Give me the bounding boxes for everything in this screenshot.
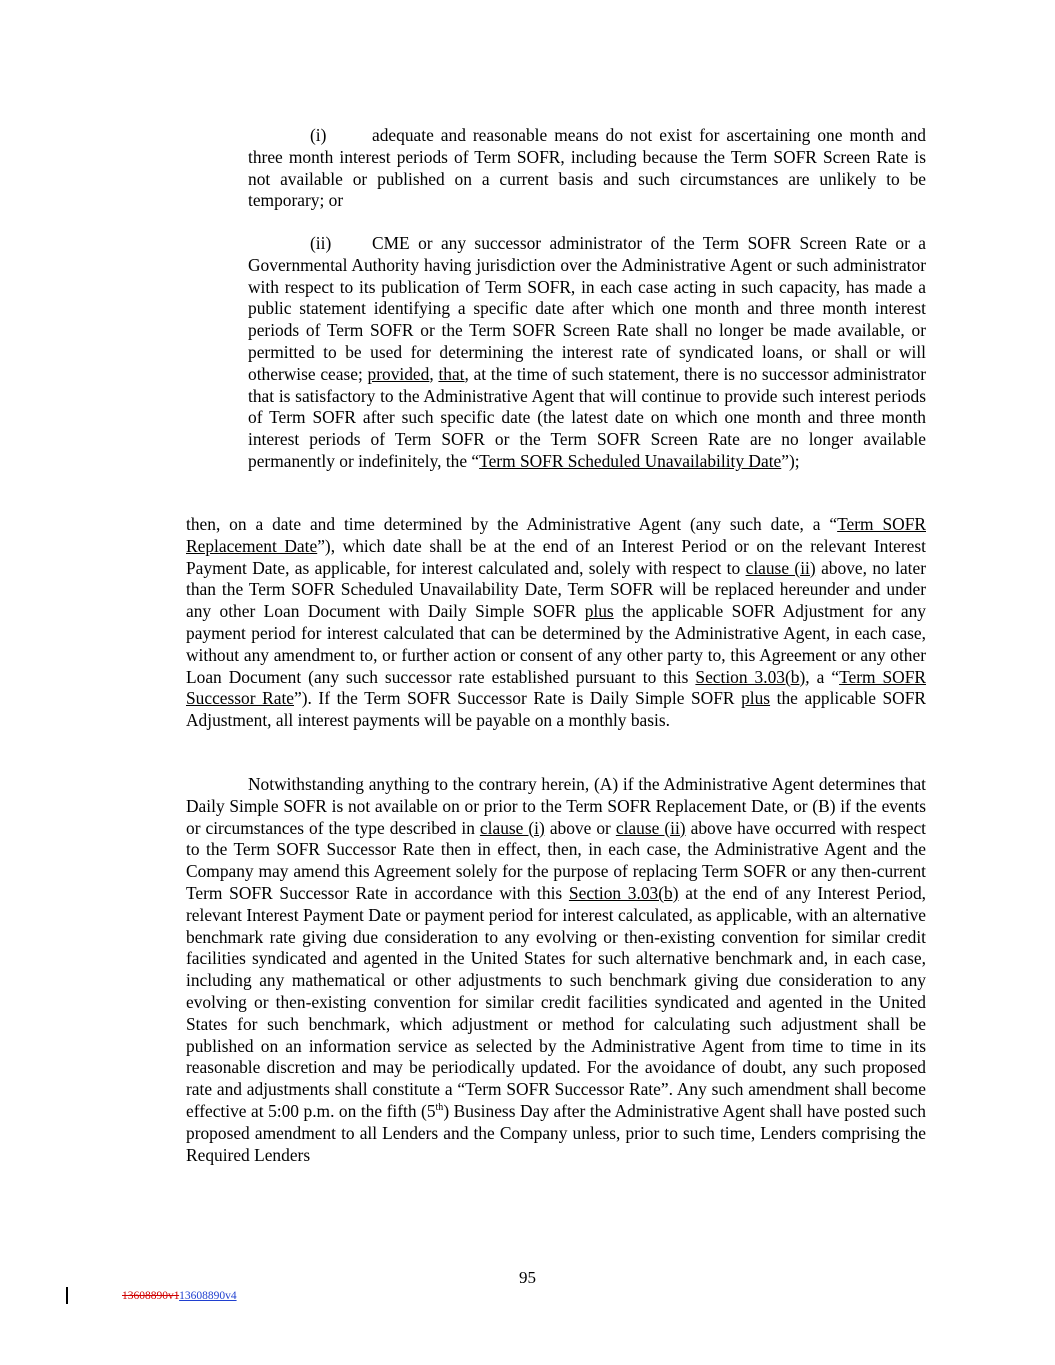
then-text-5: , a “ xyxy=(805,666,840,687)
clause-ii-marker: (ii) xyxy=(310,233,332,253)
page-number: 95 xyxy=(519,1268,536,1287)
revision-change-bar xyxy=(66,1287,68,1304)
ordinal-superscript: th xyxy=(435,1102,444,1114)
notwithstanding-paragraph xyxy=(186,774,926,1166)
clause-ii-reference: clause (ii) xyxy=(745,557,816,578)
clause-ii-text-2: , at the time of such statement, there is no successor administrator that is satisfactory to the Administrative Agent that will continue to provide such interest periods of Term SOFR after such specific date (the latest date on which one month and three month interest periods of Term SOFR or the Term SOFR Screen Rate are no longer available permanently or indefinitely, the “ xyxy=(248,363,926,471)
then-text-1: then, on a date and time determined by the Administrative Agent (any such date, a “ xyxy=(186,514,838,534)
plus-term: plus xyxy=(584,601,614,622)
document-id xyxy=(122,1290,237,1302)
clause-ii-text-1: CME or any successor administrator of the Term SOFR Screen Rate or a Governmental Authority having jurisdiction over the Administrative Agent or such administrator with respect to its publication of Term SOFR, in each case acting in such capacity, has made a public statement identifying a specific date after which one month and three month interest periods of Term SOFR or the Term SOFR Screen Rate shall no longer be made available, or permitted to be used for determining the interest rate of syndicated loans, or shall or will otherwise cease; xyxy=(248,233,926,384)
scheduled-unavailability-date-term: Term SOFR Scheduled Unavailability Date xyxy=(479,450,782,471)
successor-rate-term: Term SOFR Successor Rate xyxy=(186,666,927,709)
clause-i-reference: clause (i) xyxy=(479,817,545,838)
clause-ii-separator: , xyxy=(429,363,439,384)
then-text-4: the applicable SOFR Adjustment for any payment period for interest calculated that can be determined by the Administrative Agent, in each case, without any amendment to, or further action or consent of any other party to, this Agreement or any other Loan Document (any such successor rate established pursuant to this xyxy=(186,601,926,687)
replacement-date-term: Term SOFR Replacement Date xyxy=(186,514,926,556)
document-id-deleted: 13608890v1 xyxy=(122,1290,180,1302)
notwithstanding-text-5: ) Business Day after the Administrative Agent shall have posted such proposed amendment to all Lenders and the Company unless, prior to such time, Lenders comprising the Required Lenders xyxy=(186,1100,926,1165)
then-text-3: above, no later than the Term SOFR Scheduled Unavailability Date, Term SOFR will be replaced hereunder and under any other Loan Document with Daily Simple SOFR xyxy=(186,557,926,622)
then-text-6: ”). If the Term SOFR Successor Rate is Daily Simple SOFR xyxy=(294,688,742,709)
notwithstanding-text-4: at the end of any Interest Period, relevant Interest Payment Date or payment period for interest calculated, as applicable, with an alternative benchmark rate giving due consideration to any evolving or then-existing convention for similar credit facilities syndicated and agented in the United States for such alternative benchmark and, in each case, including any mathematical or other adjustments to such benchmark giving due consideration to any evolving or then-existing convention for similar credit facilities syndicated and agented in the United States for such benchmark, which adjustment or method for calculating such adjustment shall be published on an information service as selected by the Administrative Agent from time to time in its reasonable discretion and may be periodically updated. For the avoidance of doubt, any such proposed rate and adjustments shall constitute a “Term SOFR Successor Rate”. Any such amendment shall become effective at 5:00 p.m. on the fifth (5 xyxy=(186,882,926,1121)
clause-i-marker: (i) xyxy=(310,125,327,145)
plus-term: plus xyxy=(741,688,771,709)
clause-ii-text-3: ”); xyxy=(781,450,800,471)
notwithstanding-text-2: above or xyxy=(544,817,616,838)
notwithstanding-text-3: above have occurred with respect to the Term SOFR Successor Rate then in effect, then, in each case, the Administrative Agent and the Company may amend this Agreement solely for the purpose of replacing Term SOFR or any then-current Term SOFR Successor Rate in accordance with this xyxy=(186,817,927,903)
section-reference: Section 3.03(b) xyxy=(695,666,806,687)
notwithstanding-text-1: Notwithstanding anything to the contrary herein, (A) if the Administrative Agent determines that Daily Simple SOFR is not available on or prior to the Term SOFR Replacement Date, or (B) if the events or circumstances of the type described in xyxy=(186,774,926,838)
clause-i-text: adequate and reasonable means do not exist for ascertaining one month and three month interest periods of Term SOFR, including because the Term SOFR Screen Rate is not available or published on a current basis and such circumstances are unlikely to be temporary; or xyxy=(248,125,926,211)
document-id-inserted: 13608890v4 xyxy=(179,1290,237,1302)
then-text-7: the applicable SOFR Adjustment, all interest payments will be payable on a monthly basis. xyxy=(186,688,927,731)
provided-term: provided xyxy=(367,363,430,384)
then-paragraph xyxy=(186,514,926,732)
section-reference: Section 3.03(b) xyxy=(568,882,679,903)
clause-ii-reference: clause (ii) xyxy=(615,817,686,838)
that-term: that xyxy=(438,363,465,384)
clause-i-paragraph xyxy=(248,125,926,212)
clause-ii-paragraph xyxy=(248,233,926,473)
then-text-2: ”), which date shall be at the end of an Interest Period or on the relevant Interest Payment Date, as applicable, for interest calculated and, solely with respect to xyxy=(186,535,926,578)
